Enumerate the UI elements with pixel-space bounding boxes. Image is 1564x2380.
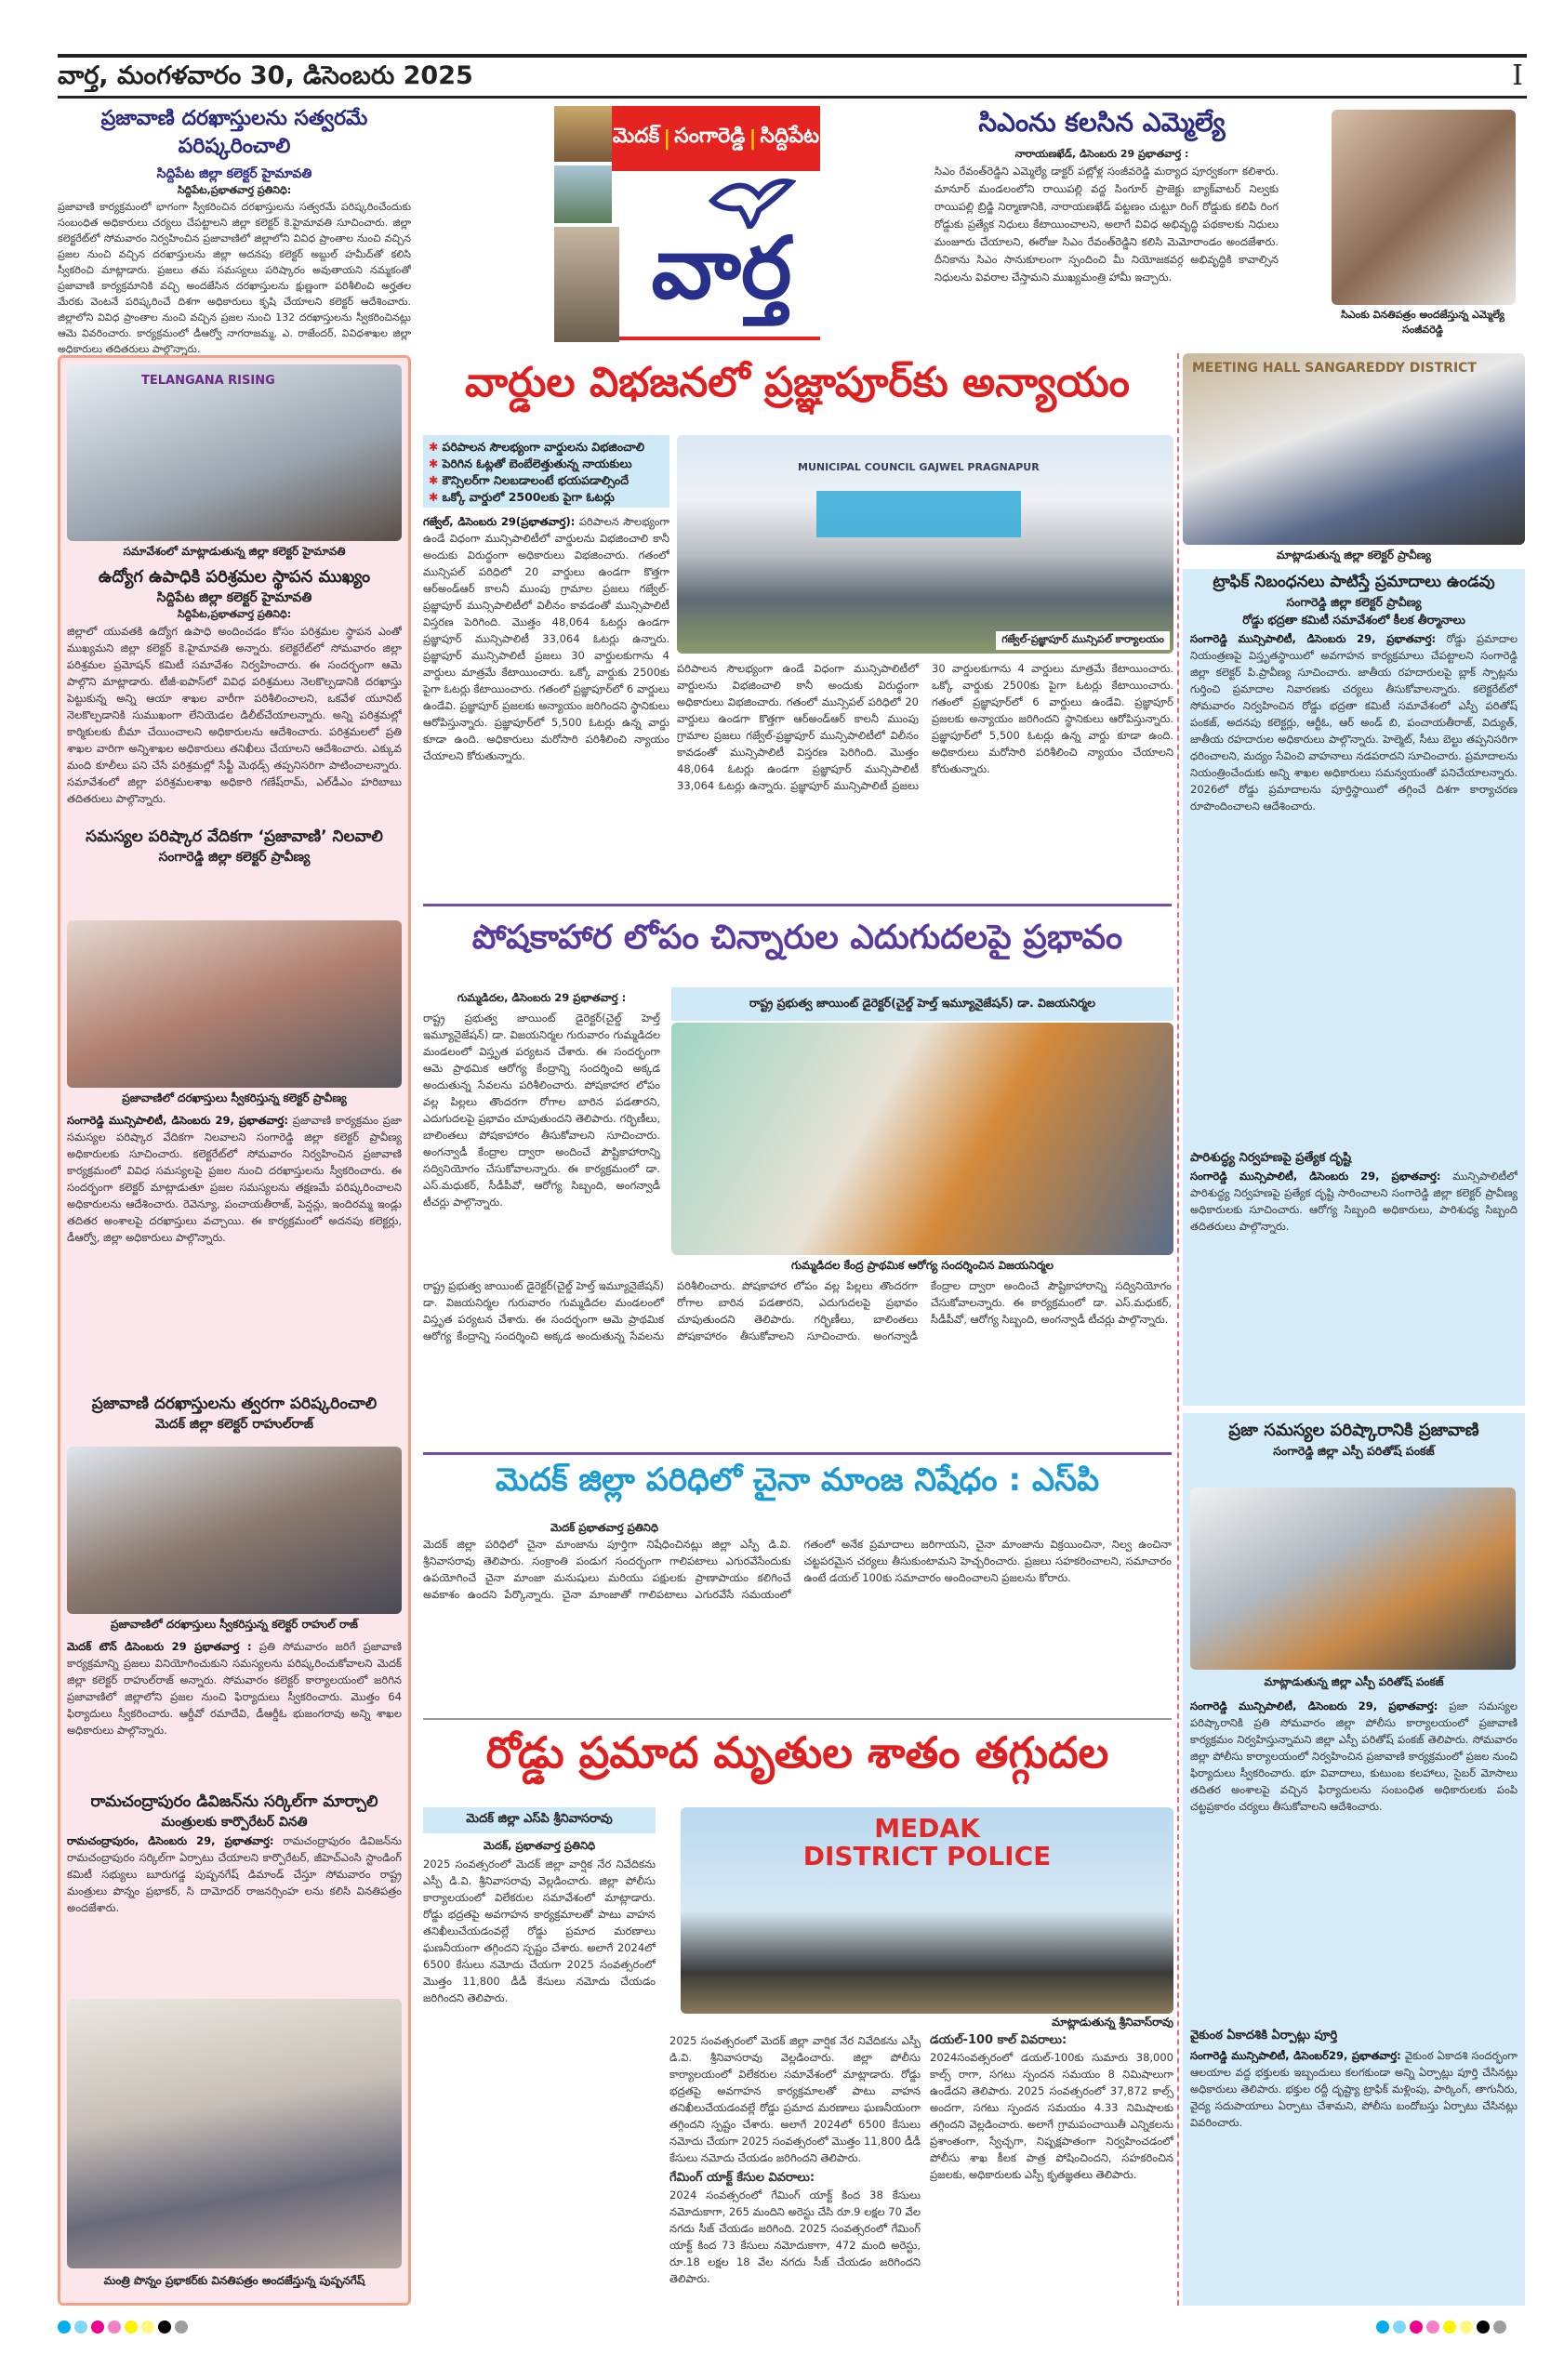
headline: ప్రజావాణి దరఖాస్తులను సత్వరమే పరిష్కరించాలి xyxy=(100,107,368,158)
gaming-subhead: గేమింగ్ యాక్ట్ కేసుల వివరాలు: xyxy=(669,2171,815,2185)
asterisk-icon: ✱ xyxy=(429,473,439,487)
subheadline: సంగారెడ్డి జిల్లా ఎస్పీ పరితోష్ పంకజ్ xyxy=(1273,1444,1435,1458)
asterisk-icon: ✱ xyxy=(429,440,439,454)
article-body: ప్రజావాణి కార్యక్రమంలో భాగంగా స్వీకరించిన దరఖాస్తులను సత్వరమే పరిష్కరించేందుకు సంబంధిత అధికారులు చర్యలు చేపట్టాలని జిల్లా కలెక్టర్ కె.హైమావతి సూచించారు. జిల్లా కలెక్టరేట్‌లో సోమవారం నిర్వహించిన ప్రజావాణిలో జిల్లాలోని వివిధ ప్రాంతాల నుంచి వచ్చిన ప్రజల నుంచి వచ్చిన దరఖాస్తులను జిల్లా అదనపు కలెక్టర్ అబ్దుల్ హమీద్‌తో కలిసి స్వీకరించి మాట్లాడారు. ప్రజలు తమ సమస్యలు పరిష్కారం అవుతాయని నమ్మకంతో ప్రజావాణి కార్యక్రమానికి వచ్చి అందజేసిన దరఖాస్తులను క్షుణ్ణంగా పరిశీలించి అర్హతల మేరకు వెంటనే పరిష్కరించే దిశగా అధికారులు కృషి చేయాలని కలెక్టర్ ఆదేశించారు. జిల్లాలోని వివిధ ప్రాంతాల నుంచి వచ్చిన ప్రజల నుంచి 132 దరఖాస్తులను స్వీకరించినట్లు ఆమె వివరించారు. కార్యక్రమంలో డీఆర్వో నాగరాజమ్మ, ఎ. రాజేందర్, వివిధశాఖల జిల్లా అధికారులు తదితరులు పాల్గొన్నారు. xyxy=(58,201,411,355)
article-ramachandrapuram xyxy=(67,1792,402,1972)
sp-prajavani-photo xyxy=(1190,1488,1516,1670)
yellow-dot xyxy=(1460,2320,1473,2334)
dateline: సంగారెడ్డి మున్సిపాలిటీ, డిసెంబరు 29, ప్రభాతవార్త: xyxy=(1190,632,1437,645)
dateline: రామచంద్రాపురం, డిసెంబరు 29, ప్రభాతవార్త: xyxy=(67,1834,274,1847)
road-body-col3 xyxy=(930,2032,1173,2306)
prajavani-medak-photo xyxy=(67,1447,402,1614)
newspaper-name: వార్త xyxy=(651,218,792,318)
police-banner: MEDAK DISTRICT POLICE xyxy=(802,1813,1052,1871)
color-registration-marks-right xyxy=(1376,2320,1510,2334)
manja-headline: మెదక్ జిల్లా పరిధిలో చైనా మాంజ నిషేధం : ఎస్‌పి xyxy=(495,1461,1100,1499)
district-sangareddy: సంగారెడ్డి xyxy=(674,125,746,148)
photo-caption: మాట్లాడుతున్న జిల్లా ఎస్పీ పరితోష్ పంకజ్ xyxy=(1264,1675,1444,1688)
dateline: సంగారెడ్డి మున్సిపాలిటీ, డిసెంబరు 29, ప్రభాతవార్త: xyxy=(1190,1699,1438,1712)
highlight-item: ✱ పరిపాలన సౌలభ్యంగా వార్డులను విభజించాలి xyxy=(429,440,644,454)
headline: వైకుంఠ ఏకాదశికి ఏర్పాట్లు పూర్తి xyxy=(1190,2029,1338,2043)
article-industries xyxy=(67,567,402,867)
dial100-body: 2024సంవత్సరంలో డయల్-100కు సుమారు 38,000 కాల్స్ రాగా, సగటు స్పందన సమయం 8 నిమిషాలుగా ఉండేదని తెలిపారు. 2025 సంవత్సరంలో 37,872 కాల్స్ అందగా, సగటు స్పందన సమయం 4.33 నిమిషాలకు తగ్గిందని వెల్లడించారు. అలాగే గ్రామపంచాయితీ ఎన్నికలను ప్రశాంతంగా, స్వేచ్ఛగా, నిష్పక్షపాతంగా నిర్వహించడంలో పోలీసు శాఖ కీలక పాత్ర పోషించిందని, సహకరించిన ప్రజలకు, అధికారులకు ఎస్పీ కృతజ్ఞతలు తెలిపారు. xyxy=(930,2051,1173,2181)
manja-body: మెదక్ జిల్లా పరిధిలో చైనా మాంజాను పూర్తిగా నిషేధించినట్లు జిల్లా ఎస్పీ డి.వి. శ్రీనివాసరావు తెలిపారు. సంక్రాంతి పండుగ సందర్భంగా గాలిపటాలు ఎగురవేసేందుకు ఉపయోగించే చైనా మాంజా మనుషులు మరియు పక్షులకు ప్రాణాపాయం కలిగించే అవకాశం ఉందని పేర్కొన్నారు. చైనా మాంజాతో గాలిపటాలు ఎగురవేసే సమయంలో గతంలో అనేక ప్రమాదాలు జరిగాయని, చైనా మాంజాను విక్రయించినా, నిల్వ ఉంచినా చట్టపరమైన చర్యలు తీసుకుంటామని హెచ్చరించారు. ప్రజలు సహకరించాలని, సమాచారం ఉంటే డయల్ 100కు సమాచారం అందించాలని ప్రజలను కోరారు. xyxy=(423,1538,1172,1601)
photo-caption: ప్రజావాణిలో దరఖాస్తులు స్వీకరిస్తున్న కలెక్టర్ రాహుల్ రాజ్ xyxy=(111,1618,358,1631)
color-registration-marks-left xyxy=(58,2320,192,2334)
section-divider xyxy=(423,1452,1172,1455)
magenta-dot xyxy=(1410,2320,1423,2334)
magenta-dot xyxy=(91,2320,104,2334)
black-dot xyxy=(158,2320,171,2334)
newspaper-logo-block xyxy=(554,106,820,342)
road-safety-meeting-photo xyxy=(1183,353,1525,545)
magenta-dot xyxy=(108,2320,121,2334)
article-top-left xyxy=(58,107,411,357)
dateline: గుమ్మడిదల, డిసెంబరు 29 ప్రభాతవార్త : xyxy=(457,991,627,1004)
lead-body-col1: గజ్వేల్, డిసెంబరు 29(ప్రభాతవార్త): పరిపాలన సౌలభ్యంగా ఉండే విధంగా మున్సిపాలిటీలో వార్డులను విభజించాలి కానీ అందుకు విరుద్ధంగా అధికారులు విభజించారు. గతంలో మున్సిపల్ పరిధిలో 20 వార్డులు ఉండగా కొత్తగా ఆర్‌అండ్‌ఆర్ కాలనీ ముంపు గ్రామాల ప్రజలు గజ్వేల్-ప్రజ్ఞాపూర్ మున్సిపాలిటీలో విలీనం కావడంతో మున్సిపాలిటీ విస్తరణ పెరిగింది. మొత్తం 48,064 ఓటర్లు ఉండగా ప్రజ్ఞాపూర్ మున్సిపాలిటీ 33,064 ఓటర్లు ఉన్నారు. ప్రజ్ఞాపూర్ మున్సిపాలిటీ ప్రజలు 30 వార్డులకుగాను 4 వార్డులు మాత్రమే కేటాయించారు. ఒక్కో వార్డుకు 2500కు పైగా ఓటర్లు కేటాయించారు. గతంలో ప్రజ్ఞాపూర్‌లో 6 వార్డులు ఉండేవి. ప్రజ్ఞాపూర్ ప్రజలకు అన్యాయం జరిగిందని స్థానికులు ఆరోపిస్తున్నారు. ప్రజ్ఞాపూర్‌లో 5,500 ఓటర్లు ఉన్న వార్డు కూడా ఉంది. అధికారులు మరోసారి పరిశీలించి న్యాయం చేయాలని కోరుతున్నారు. xyxy=(423,515,669,762)
headline: రామచంద్రాపురం డివిజన్‌ను సర్కిల్‌గా మార్చాలి xyxy=(90,1792,378,1811)
section-divider xyxy=(423,904,1172,906)
subheadline: సిద్దిపేట జిల్లా కలెక్టర్ హైమావతి xyxy=(156,166,312,181)
highlight-item: ✱ ఒక్కో వార్డులో 2500లకు పైగా ఓటర్లు xyxy=(429,490,615,504)
district-siddipet: సిద్దిపేట xyxy=(760,125,820,148)
yellow-dot xyxy=(125,2320,138,2334)
magenta-dot xyxy=(1426,2320,1439,2334)
subheadline: మెదక్ జిల్లా ఎస్‌పి శ్రీనివాసరావు xyxy=(423,1807,656,1833)
temple-photo xyxy=(554,106,612,162)
dial100-subhead: డయల్-100 కాల్ వివరాలు: xyxy=(930,2033,1067,2047)
page-marker: I xyxy=(1512,60,1523,92)
photo-caption: సిఎంకు వినతిపత్రం అందజేస్తున్న ఎమ్మెల్యే సంజీవరెడ్డి xyxy=(1341,309,1504,336)
lead-headline: వార్డుల విభజనలో ప్రజ్ఞాపూర్‌కు అన్యాయం xyxy=(465,359,1130,406)
traffic-article-box: ట్రాఫిక్ నిబంధనలు పాటిస్తే ప్రమాదాలు ఉండవు సంగారెడ్డి జిల్లా కలెక్టర్ ప్రావీణ్య రోడ్డు భద్రతా కమిటీ సమావేశంలో కీలక తీర్మానాలు సంగారెడ్డి మున్సిపాలిటీ, డిసెంబరు 29, ప్రభాతవార్త: రోడ్డు ప్రమాదాల నియంత్రణపై విస్తృతస్థాయిలో అవగాహన కార్యక్రమాలు చేపట్టాలని సంగారెడ్డి జిల్లా కలెక్టర్ పి.ప్రావీణ్య సూచించారు. జాతీయ రహదారులపై బ్లాక్ స్పాట్లను గుర్తించి ప్రమాదాల నివారణకు చర్యలు తీసుకోవాలన్నారు. కలెక్టరేట్‌లో సోమవారం నిర్వహించిన రోడ్డు భద్రతా కమిటీ సమావేశంలో ఎస్పీ పరితోష్ పంకజ్, అదనపు కలెక్టర్లు, ఆర్టీఓ, ఆర్ అండ్ బి, పంచాయతీరాజ్, విద్యుత్, జాతీయ రహదారుల అధికారులు పాల్గొన్నారు. హెల్మెట్, సీటు బెల్టు తప్పనిసరిగా ధరించాలని, మద్యం సేవించి వాహనాలు నడపరాదని సూచించారు. ప్రమాదాలను నియంత్రించేందుకు అన్ని శాఖల అధికారులు సమన్వయంతో పనిచేయాలన్నారు. 2026లో రోడ్డు ప్రమాదాలను పూర్తిస్థాయిలో తగ్గించే దిశగా కార్యాచరణ రూపొందించాలని ఆదేశించారు. పారిశుద్ధ్య నిర్వహణపై ప్రత్యేక దృష్టి సంగారెడ్డి మున్సిపాలిటీ, డిసెంబరు 29, ప్రభాతవార్త: మున్సిపాలిటీలో పారిశుద్ధ్య నిర్వహణపై ప్రత్యేక దృష్టి సారించాలని సంగారెడ్డి జిల్లా కలెక్టర్ ప్రావీణ్య అధికారులకు సూచించారు. ఆరోగ్య సిబ్బంది అధికారులు, పారిశుధ్య సిబ్బంది తదితరులు పాల్గొన్నారు. xyxy=(1183,569,1525,1406)
body-text: రామచంద్రాపురం డివిజన్‌ను రామచంద్రాపురం సర్కిల్‌గా ఏర్పాటు చేయాలని కార్పొరేటర్, జీహెచ్‌ఎంసి స్టాండింగ్ కమిటీ సభ్యులు బూరుగడ్డ పుష్పనగేష్ డిమాండ్ చేస్తూ సోమవారం రాష్ట్ర మంత్రులు పొన్నం ప్రభాకర్, సి దామోదర్ రాజనర్సింహ లను కలిసి వినతిపత్రం అందజేశారు. xyxy=(67,1834,402,1914)
district-medak: మెదక్ xyxy=(612,125,660,148)
road-body-col2: 2025 సంవత్సరంలో మెదక్ జిల్లా వార్షిక నేర నివేదికను ఎస్పీ డి.వి. శ్రీనివాసరావు వెల్లడించారు. జిల్లా పోలీసు కార్యాలయంలో విలేకరుల సమావేశంలో మాట్లాడారు. రోడ్డు భద్రతపై అవగాహన కార్యక్రమాలతో పాటు వాహన తనిఖీలుచేయడంవల్లే రోడ్డు ప్రమాద మరణాలు ఘణనీయంగా తగ్గిందని స్పష్టం చేశారు. అలాగే 2024లో 6500 కేసులు నమోదు చేయగా 2025 సంవత్సరంలో మొత్తం 11,800 డీడీ కేసులు నమోదు చేయడం జరిగిందని తెలిపారు. గేమింగ్ యాక్ట్ కేసుల వివరాలు: 2024 సంవత్సరంలో గేమింగ్ యాక్ట్ కింద 38 కేసులు నమోదుకాగా, 265 మందిని అరెస్టు చేసి రూ.9 లక్షల 70 వేల నగదు సీజ్ చేయడం జరిగింది. 2025 సంవత్సరంలో గేమింగ్ యాక్ట్ కింద 73 కేసులు నమోదుకాగా, 472 మంది అరెస్టు, రూ.18 లక్షల 18 వేల నగదు సీజ్ చేయడం జరిగిందని తెలిపారు. xyxy=(669,2034,921,2285)
dateline: నారాయణఖేడ్, డిసెంబరు 29 ప్రభాతవార్త : xyxy=(1014,148,1189,160)
dateline: సంగారెడ్డి మున్సిపాలిటీ, డిసెంబరు 29, ప్రభాతవార్త: xyxy=(67,1114,288,1127)
dateline: సిద్దిపేట,ప్రభాతవార్త ప్రతినిధి: xyxy=(177,184,292,196)
headline: ప్రజా సమస్యల పరిష్కారానికి ప్రజావాణి xyxy=(1228,1421,1479,1440)
prajavani-sp-heading xyxy=(1183,1421,1525,1461)
photo-caption: గుమ్మడిదల కేంద్ర ప్రాథమిక ఆరోగ్య సందర్శించిన విజయనిర్మల xyxy=(790,1259,1054,1272)
minister-petition-photo xyxy=(67,1999,402,2268)
asterisk-icon: ✱ xyxy=(429,490,439,504)
masthead-top-rule xyxy=(58,54,1527,58)
cyan-dot xyxy=(74,2320,87,2334)
medak-police-press-photo xyxy=(681,1807,1173,2014)
nutrition-body-cols: రాష్ట్ర ప్రభుత్వ జాయింట్ డైరెక్టర్(చైల్డ్ హెల్త్ ఇమ్యూనైజేషన్) డా. విజయనిర్మల గురువారం గుమ్మడిదల మండలంలో విస్తృత పర్యటన చేశారు. ఈ సందర్భంగా ఆమె ప్రాథమిక ఆరోగ్య కేంద్రాన్ని సందర్శించి అక్కడ అందుతున్న సేవలను పరిశీలించారు. పోషకాహార లోపం వల్ల పిల్లలు తొందరగా రోగాల బారిన పడతారని, ఎదుగుదలపై ప్రభావం చూపుతుందని తెలిపారు. గర్భిణీలు, బాలింతలు పోషకాహారం తీసుకోవాలని సూచించారు. అంగన్వాడీ కేంద్రాల ద్వారా అందించే పౌష్టికాహారాన్ని సద్వినియోగం చేసుకోవాలన్నారు. ఈ కార్యక్రమంలో డా. ఎస్.మధుకర్, సీడీపీవో, ఆరోగ్య సిబ్బంది, అంగన్వాడీ టీచర్లు పాల్గొన్నారు. xyxy=(423,1279,1172,1342)
gray-dot xyxy=(1493,2320,1506,2334)
article-body: సంగారెడ్డి మున్సిపాలిటీ, డిసెంబర్29, ప్రభాతవార్త: వైకుంఠ ఏకాదశి సందర్భంగా ఆలయాల వద్ద భక్తులకు ఇబ్బందులు కలగకుండా అన్ని ఏర్పాట్లు పూర్తి చేసినట్లు అధికారులు తెలిపారు. భక్తుల రద్దీ దృష్ట్యా ట్రాఫిక్ మళ్లింపు, పార్కింగ్, తాగునీరు, వైద్య సదుపాయాలు ఏర్పాటు చేశామని, పోలీసు బందోబస్తు ఏర్పాటు చేసినట్లు వివరించారు. xyxy=(1190,2049,1518,2129)
road-headline: రోడ్డు ప్రమాద మృతుల శాతం తగ్గుదల xyxy=(485,1727,1109,1778)
photo-caption: మాట్లాడుతున్న జిల్లా కలెక్టర్ ప్రావీణ్య xyxy=(1276,549,1432,562)
article-body xyxy=(67,1638,402,1787)
subheadline: మంత్రులకు కార్పొరేటర్ వినతి xyxy=(161,1815,308,1830)
health-centre-visit-photo xyxy=(671,1023,1173,1255)
subheadline: రోడ్డు భద్రతా కమిటీ సమావేశంలో కీలక తీర్మానాలు xyxy=(1242,613,1465,627)
fort-photo xyxy=(554,165,612,223)
headline: ఉద్యోగ ఉపాధికి పరిశ్రమల స్థాపన ముఖ్యం xyxy=(98,567,371,587)
lead-body-cols: పరిపాలన సౌలభ్యంగా ఉండే విధంగా మున్సిపాలిటీలో వార్డులను విభజించాలి కానీ అందుకు విరుద్ధంగా అధికారులు విభజించారు. గతంలో మున్సిపల్ పరిధిలో 20 వార్డులు ఉండగా కొత్తగా ఆర్‌అండ్‌ఆర్ కాలనీ ముంపు గ్రామాల ప్రజలు గజ్వేల్-ప్రజ్ఞాపూర్ మున్సిపాలిటీలో విలీనం కావడంతో మున్సిపాలిటీ విస్తరణ పెరిగింది. మొత్తం 48,064 ఓటర్లు ఉండగా ప్రజ్ఞాపూర్ మున్సిపాలిటీ 33,064 ఓటర్లు ఉన్నారు. ప్రజ్ఞాపూర్ మున్సిపాలిటీ ప్రజలు 30 వార్డులకుగాను 4 వార్డులు మాత్రమే కేటాయించారు. ఒక్కో వార్డుకు 2500కు పైగా ఓటర్లు కేటాయించారు. గతంలో ప్రజ్ఞాపూర్‌లో 6 వార్డులు ఉండేవి. ప్రజ్ఞాపూర్ ప్రజలకు అన్యాయం జరిగిందని స్థానికులు ఆరోపిస్తున్నారు. ప్రజ్ఞాపూర్‌లో 5,500 ఓటర్లు ఉన్న వార్డు కూడా ఉంది. అధికారులు మరోసారి పరిశీలించి న్యాయం చేయాలని కోరుతున్నారు. xyxy=(677,662,1173,792)
gray-dot xyxy=(175,2320,188,2334)
article-top-right xyxy=(879,107,1325,330)
collector-meeting-photo xyxy=(67,364,402,541)
yellow-dot xyxy=(141,2320,154,2334)
black-dot xyxy=(1477,2320,1490,2334)
dateline: సంగారెడ్డి మున్సిపాలిటీ, డిసెంబర్29, ప్రభాతవార్త: xyxy=(1190,2049,1401,2062)
district-band: మెదక్ | సంగారెడ్డి | సిద్దిపేట xyxy=(612,106,820,171)
photo-caption: మంత్రి పొన్నం ప్రభాకర్‌కు వినతిపత్రం అందజేస్తున్న పుష్పనగేష్ xyxy=(103,2274,365,2287)
telangana-rising-sign: TELANGANA RISING xyxy=(141,374,275,388)
subheadline: మెదక్ జిల్లా కలెక్టర్ రాహుల్‌రాజ్ xyxy=(155,1417,313,1432)
nutrition-body-col1: రాష్ట్ర ప్రభుత్వ జాయింట్ డైరెక్టర్(చైల్డ్ హెల్త్ ఇమ్యూనైజేషన్) డా. విజయనిర్మల గురువారం గుమ్మడిదల మండలంలో విస్తృత పర్యటన చేశారు. ఈ సందర్భంగా ఆమె ప్రాథమిక ఆరోగ్య కేంద్రాన్ని సందర్శించి అక్కడ అందుతున్న సేవలను పరిశీలించారు. పోషకాహార లోపం వల్ల పిల్లలు తొందరగా రోగాల బారిన పడతారని, ఎదుగుదలపై ప్రభావం చూపుతుందని తెలిపారు. గర్భిణీలు, బాలింతలు పోషకాహారం తీసుకోవాలని సూచించారు. అంగన్వాడీ కేంద్రాల ద్వారా అందించే పౌష్టికాహారాన్ని సద్వినియోగం చేసుకోవాలన్నారు. ఈ కార్యక్రమంలో డా. ఎస్.మధుకర్, సీడీపీవో, ఆరోగ్య సిబ్బంది, అంగన్వాడీ టీచర్లు పాల్గొన్నారు. xyxy=(423,1012,660,1209)
body-text: ప్రతి సోమవారం జరిగే ప్రజావాణి కార్యక్రమాన్ని ప్రజలు వినియోగించుకుని సమస్యలను పరిష్కరించుకోవాలని మెదక్ జిల్లా కలెక్టర్ రాహుల్‌రాజ్ అన్నారు. సోమవారం కలెక్టర్ కార్యాలయంలో జరిగిన ప్రజావాణిలో జిల్లాలోని ప్రజల నుంచి ఫిర్యాదులు స్వీకరించారు. మొత్తం 64 ఫిర్యాదులు స్వీకరించారు. ఆర్డీవో రమాదేవి, డీఆర్డీఓ భుజంగరావు అన్ని శాఖల అధికారులు పాల్గొన్నారు. xyxy=(67,1640,402,1737)
highlights-box xyxy=(423,435,669,508)
masthead-date-line: వార్త, మంగళవారం 30, డిసెంబరు 2025 xyxy=(58,61,473,90)
road-body-col1: 2025 సంవత్సరంలో మెదక్ జిల్లా వార్షిక నేర నివేదికను ఎస్పీ డి.వి. శ్రీనివాసరావు వెల్లడించారు. జిల్లా పోలీసు కార్యాలయంలో విలేకరుల సమావేశంలో మాట్లాడారు. రోడ్డు భద్రతపై అవగాహన కార్యక్రమాలతో పాటు వాహన తనిఖీలుచేయడంవల్లే రోడ్డు ప్రమాద మరణాలు ఘణనీయంగా తగ్గిందని స్పష్టం చేశారు. అలాగే 2024లో 6500 కేసులు నమోదు చేయగా 2025 సంవత్సరంలో మొత్తం 11,800 డీడీ కేసులు నమోదు చేయడం జరిగిందని తెలిపారు. xyxy=(423,1858,656,2004)
dateline: గజ్వేల్, డిసెంబరు 29(ప్రభాతవార్త): xyxy=(423,515,576,528)
subheadline: సిద్దిపేట జిల్లా కలెక్టర్ హైమావతి xyxy=(156,590,312,605)
photo-caption: గజ్వేల్-ప్రజ్ఞాపూర్ మున్సిపల్ కార్యాలయం xyxy=(996,631,1170,650)
building-windows xyxy=(816,491,1021,537)
cyan-dot xyxy=(58,2320,71,2334)
dateline: సిద్దిపేట,ప్రభాతవార్త ప్రతినిధి: xyxy=(177,608,292,620)
section-divider xyxy=(423,1718,1172,1720)
highlight-item: ✱ కౌన్సిలర్‌గా నిలబడాలంటే భయపడాల్సిందే xyxy=(429,473,630,487)
headline: సిఎంను కలసిన ఎమ్మెల్యే xyxy=(978,107,1226,138)
article-body: సిఎం రేవంత్‌రెడ్డిని ఎమ్మెల్యే డాక్టర్ పట్లోళ్ల సంజీవరెడ్డి మర్యాద పూర్వకంగా కలిశారు. మానూర్ మండలంలోని రాయిపల్లి వద్ద సింగూర్ ప్రాజెక్టు బ్యాక్‌వాటర్ నిల్వకు రాయిపల్లి బ్రిడ్జి నిర్మాణానికి, నారాయణఖేడ్ పట్టణం చుట్టూ రింగ్ రోడ్డుకు కలిపి రింగ రోడ్డుకు ప్రత్యేక నిధులు కేటాయించాలని, అలాగే వివిధ అభివృద్ధి పథకాలకు నిధులు మంజూరు చేయాలని, ఈరోజు సిఎం రేవంత్‌రెడ్డిని కలిసి మెమోరాండం అందజేశారు. దీనికాను సిఎం సానుకూలంగా స్పందించి మీ నియోజకవర్గ అభివృద్ధికి కావాల్సిన నిధులను వివరాల చేస్తామని ముఖ్యమంత్రి హామీ ఇచ్చారు. xyxy=(934,165,1279,284)
asterisk-icon: ✱ xyxy=(429,456,439,470)
logo-underline xyxy=(619,337,820,340)
municipal-office-photo xyxy=(677,435,1173,654)
subheadline: సంగారెడ్డి జిల్లా కలెక్టర్ ప్రావీణ్య xyxy=(1286,595,1422,609)
headline: ప్రజావాణి దరఖాస్తులను త్వరగా పరిష్కరించాలి xyxy=(91,1395,378,1413)
headline: ట్రాఫిక్ నిబంధనలు పాటిస్తే ప్రమాదాలు ఉండవు xyxy=(1213,573,1495,591)
photo-title-bar: రాష్ట్ర ప్రభుత్వ జాయింట్ డైరెక్టర్(చైల్డ్ హెల్త్ ఇమ్యూనైజేషన్) డా. విజయనిర్మల xyxy=(671,987,1173,1021)
subheadline: సంగారెడ్డి జిల్లా కలెక్టర్ ప్రావీణ్య xyxy=(158,850,311,865)
nutrition-headline: పోషకాహార లోపం చిన్నారుల ఎదుగుదలపై ప్రభావం xyxy=(471,919,1123,957)
photo-caption: సమావేశంలో మాట్లాడుతున్న జిల్లా కలెక్టర్ హైమావతి xyxy=(123,545,346,558)
headline: సమస్యల పరిష్కార వేదికగా ‘ప్రజావాణి’ నిలవాలి xyxy=(86,827,383,846)
meeting-hall-sign: MEETING HALL SANGAREDDY DISTRICT xyxy=(1192,361,1477,376)
highlight-item: ✱ పెరిగిన ఓట్లతో బెంబేలెత్తుతున్న నాయకులు xyxy=(429,456,632,470)
dateline: సంగారెడ్డి మున్సిపాలిటీ, డిసెంబరు 29, ప్రభాతవార్త: xyxy=(1190,1170,1441,1183)
church-photo xyxy=(554,227,619,342)
photo-caption: మాట్లాడుతున్న శ్రీనివాస్‌రావు xyxy=(1052,2016,1173,2029)
headline: పారిశుద్ధ్య నిర్వహణపై ప్రత్యేక దృష్టి xyxy=(1190,1151,1352,1165)
prajavani-sangareddy-photo xyxy=(67,920,402,1088)
cyan-dot xyxy=(1376,2320,1389,2334)
body-text: ప్రజావాణి కార్యక్రమం ప్రజా సమస్యల పరిష్కార వేదికగా నిలవాలని సంగారెడ్డి జిల్లా కలెక్టర్ ప్రావీణ్య అధికారులకు సూచించారు. కలెక్టరేట్‌లో సోమవారం నిర్వహించిన ప్రజావాణి కార్యక్రమంలో వివిధ సమస్యలపై ప్రజల నుంచి దరఖాస్తులను స్వీకరించారు. ఈ సందర్భంగా కలెక్టర్ మాట్లాడుతూ ప్రజల సమస్యలను తక్షణమే పరిష్కరించాలని అధికారులను ఆదేశించారు. రెవెన్యూ, పంచాయతీరాజ్, పెన్షన్లు, ఇందిరమ్మ ఇండ్లు తదితర అంశాలపై దరఖాస్తులు వచ్చాయి. ఈ కార్యక్రమంలో అదనపు కలెక్టర్లు, డీఆర్వో, జిల్లా అధికారులు పాల్గొన్నారు. xyxy=(67,1114,402,1244)
cm-meeting-photo xyxy=(1332,110,1516,305)
cyan-dot xyxy=(1393,2320,1406,2334)
dateline: మెదక్ టౌన్ డిసెంబరు 29 ప్రభాతవార్త : xyxy=(67,1640,252,1653)
dateline: మెదక్ ప్రభాతవార్త ప్రతినిధి xyxy=(550,1521,658,1534)
building-sign: MUNICIPAL COUNCIL GAJWEL PRAGNAPUR xyxy=(798,461,1040,473)
article-medak-prajavani xyxy=(67,1395,402,1435)
article-body: జిల్లాలో యువతకి ఉద్యోగ ఉపాధి అందించడం కోసం పరిశ్రమల స్థాపన ఎంతో ముఖ్యమని జిల్లా కలెక్టర్ కె.హైమావతి అన్నారు. కలెక్టరేట్‌లో సోమవారం జిల్లా పరిశ్రమల ప్రమోషన్ కమిటీ సమావేశం నిర్వహించారు. ఈ సందర్భంగా ఆమె పాల్గొని మాట్లాడారు. టీజీ-ఐపాస్‌లో వివిధ పరిశ్రమలు నెలకొల్పడానికి దరఖాస్తు పెట్టుకున్న అన్ని ఆయా శాఖల వారీగా పరిశీలించాలని, ఒకవేళ యూనిట్ నెలకొల్పడానికి సుముఖంగా లేనియెడల డిలీట్‌చేయాలన్నారు. అన్ని పరిశ్రమల్లో కార్మికులకు బీమా చేయించాలని అధికారులను ఆదేశించారు. పరిశ్రమలలో ప్రతి శాఖల వారిగా అన్నిశాఖల అధికారులు తనిఖీలు చేయాలని ఆదేశించారు. ఎక్కువ మంది కూలీలు పని చేసే పరిశ్రమల్లో సేఫ్టీ మెథడ్స్ తప్పనిసరిగా పాటించాలన్నారు. సమావేశంలో జిల్లా పరిశ్రమలశాఖ అధికారి గణేష్‌రామ్, ఎల్‌డీఎం హరిబాబు తదితరులు పాల్గొన్నారు. xyxy=(67,625,402,805)
yellow-dot xyxy=(1443,2320,1456,2334)
column-divider xyxy=(1177,353,1179,2306)
masthead-bottom-rule xyxy=(58,96,1527,99)
dateline: మెదక్, ప్రభాతవార్త ప్రతినిధి xyxy=(483,1839,596,1852)
photo-caption: ప్రజావాణిలో దరఖాస్తులు స్వీకరిస్తున్న కలెక్టర్ ప్రావీణ్య xyxy=(122,1091,347,1104)
article-body xyxy=(67,1112,402,1391)
article-body: సంగారెడ్డి మున్సిపాలిటీ, డిసెంబరు 29, ప్రభాతవార్త: ప్రజా సమస్యల పరిష్కారానికి ప్రతి సోమవారం జిల్లా పోలీసు కార్యాలయంలో ప్రజావాణి కార్యక్రమం నిర్వహిస్తున్నామని జిల్లా ఎస్పీ పరితోష్ పంకజ్ తెలిపారు. సోమవారం జిల్లా పోలీసు కార్యాలయంలో నిర్వహించిన ప్రజావాణి కార్యక్రమంలో ప్రజల నుంచి ఫిర్యాదులు స్వీకరించారు. భూ వివాదాలు, కుటుంబ కలహాలు, సైబర్ మోసాలు తదితర అంశాలపై వచ్చిన ఫిర్యాదులను సంబంధిత అధికారులకు పంపి చట్టప్రకారం చర్యలు తీసుకోవాలని ఆదేశించారు. xyxy=(1190,1699,1518,1813)
gaming-body: 2024 సంవత్సరంలో గేమింగ్ యాక్ట్ కింద 38 కేసులు నమోదుకాగా, 265 మందిని అరెస్టు చేసి రూ.9 లక్షల 70 వేల నగదు సీజ్ చేయడం జరిగింది. 2025 సంవత్సరంలో గేమింగ్ యాక్ట్ కింద 73 కేసులు నమోదుకాగా, 472 మంది అరెస్టు, రూ.18 లక్షల 18 వేల నగదు సీజ్ చేయడం జరిగిందని తెలిపారు. xyxy=(669,2188,921,2285)
